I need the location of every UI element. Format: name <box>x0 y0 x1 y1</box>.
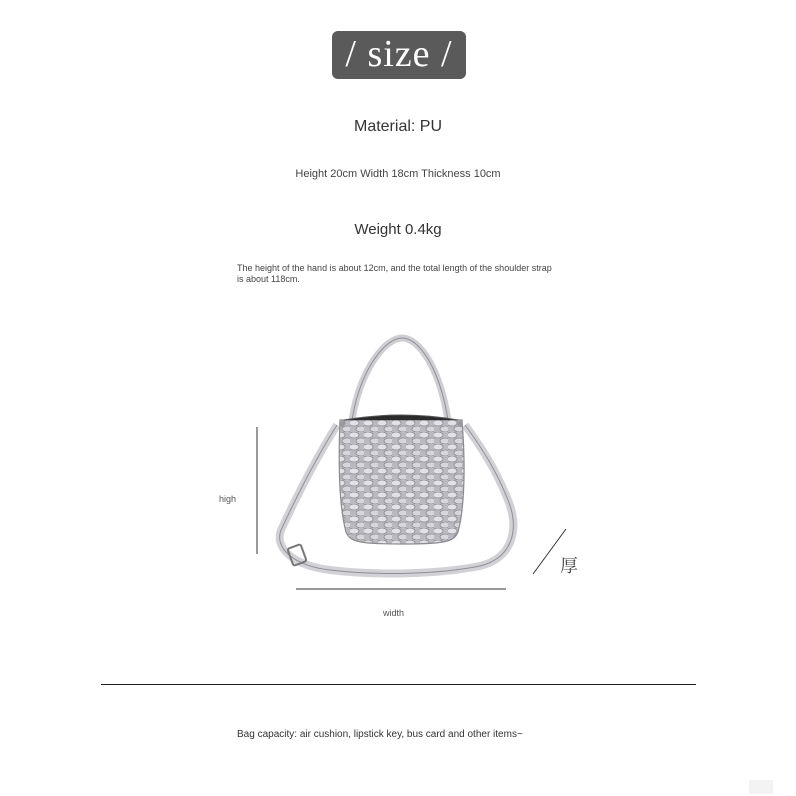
section-divider <box>101 684 696 685</box>
weight-text: Weight 0.4kg <box>354 221 442 238</box>
strap-note-text: The height of the hand is about 12cm, and the total length of the shoulder strap is about 118cm. <box>237 263 552 284</box>
bag-handle <box>352 338 448 420</box>
corner-mark <box>749 780 773 794</box>
material-text: Material: PU <box>353 118 443 135</box>
size-title-badge: / size / <box>332 31 466 79</box>
width-label: width <box>383 608 405 618</box>
capacity-text: Bag capacity: air cushion, lipstick key, bus card and other items~ <box>237 729 523 740</box>
height-label: high <box>219 494 237 504</box>
thickness-label: 厚 <box>560 556 578 577</box>
dimensions-text: Height 20cm Width 18cm Thickness 10cm <box>295 168 501 180</box>
bag-body <box>339 420 464 544</box>
